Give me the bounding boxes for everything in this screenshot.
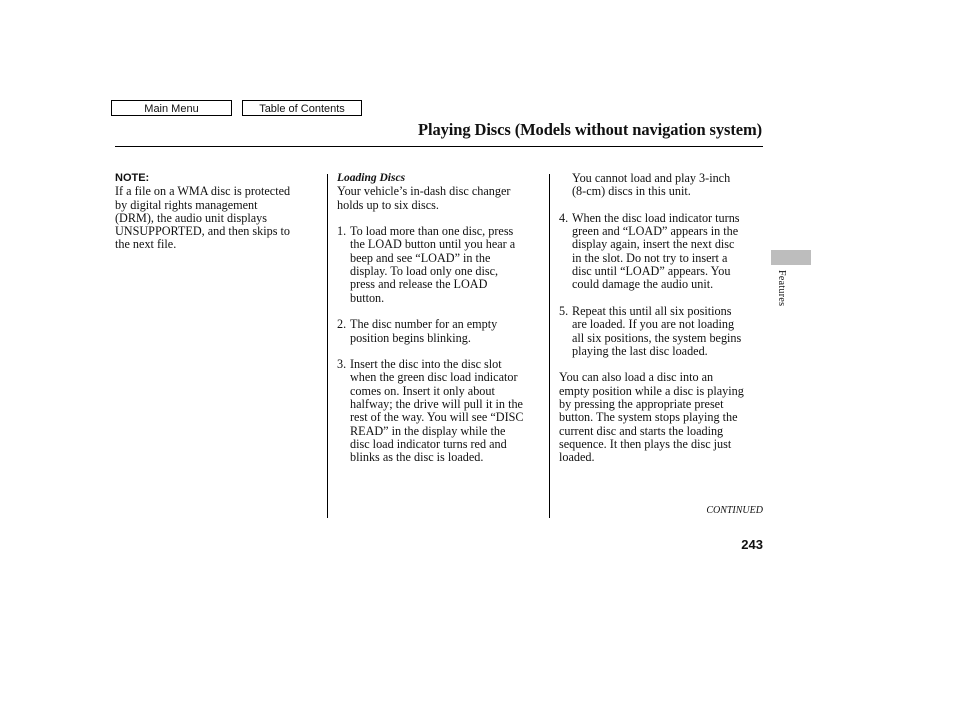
text-line: when the green disc load indicator [350, 370, 518, 385]
list-item [337, 225, 547, 305]
text-line: Your vehicle’s in-dash disc changer [337, 184, 511, 199]
section-tab-label: Features [776, 270, 787, 307]
note-line: UNSUPPORTED, and then skips to [115, 224, 290, 239]
column-divider [327, 174, 328, 518]
text-line: button. [350, 290, 385, 305]
note-column [115, 172, 320, 252]
note-line: the next file. [115, 237, 177, 252]
text-line: rest of the way. You will see “DISC [350, 410, 524, 425]
column-divider [549, 174, 550, 518]
text-line: blinks as the disc is loaded. [350, 450, 484, 465]
step-number: 2. [337, 317, 347, 332]
section-tab [771, 250, 811, 265]
text-line: current disc and starts the loading [559, 423, 724, 438]
list-item [337, 358, 547, 464]
text-line: could damage the audio unit. [572, 277, 714, 292]
text-line: You can also load a disc into an [559, 370, 714, 385]
text-line: display again, insert the next disc [572, 237, 735, 252]
text-line: the LOAD button until you hear a [350, 237, 516, 252]
text-line: Insert the disc into the disc slot [350, 357, 502, 372]
text-line: in the slot. Do not try to insert a [572, 250, 728, 265]
page-number: 243 [741, 537, 763, 552]
text-line: empty position while a disc is playing [559, 383, 744, 398]
text-line: disc load indicator turns red and [350, 436, 507, 451]
text-line: loaded. [559, 450, 595, 465]
text-line: holds up to six discs. [337, 197, 439, 212]
text-line: When the disc load indicator turns [572, 210, 740, 225]
note-label: NOTE: [115, 172, 150, 184]
text-line: halfway; the drive will pull it in the [350, 397, 523, 412]
text-line: playing the last disc loaded. [572, 343, 708, 358]
text-line: display. To load only one disc, [350, 264, 499, 279]
note-line: If a file on a WMA disc is protected [115, 184, 291, 199]
page-title: Playing Discs (Models without navigation system) [418, 120, 762, 139]
note-line: (DRM), the audio unit displays [115, 210, 267, 225]
step-number: 5. [559, 303, 569, 318]
subheading: Loading Discs [337, 172, 406, 184]
note-line: by digital rights management [115, 197, 258, 212]
title-rule [115, 146, 763, 147]
text-line: green and “LOAD” appears in the [572, 224, 739, 239]
step-number: 1. [337, 224, 347, 239]
continued-label: CONTINUED [706, 505, 763, 516]
text-line: READ” in the display while the [350, 423, 506, 438]
text-line: (8-cm) discs in this unit. [572, 184, 691, 199]
text-line: disc until “LOAD” appears. You [572, 264, 731, 279]
loading-discs-column [337, 172, 547, 465]
step-number: 3. [337, 357, 347, 372]
text-line: You cannot load and play 3-inch [572, 171, 731, 185]
text-line: To load more than one disc, press [350, 224, 514, 239]
text-line: press and release the LOAD [350, 277, 488, 292]
step-number: 4. [559, 210, 569, 225]
text-line: sequence. It then plays the disc just [559, 436, 732, 451]
text-line: position begins blinking. [350, 330, 471, 345]
continued-column [559, 172, 764, 465]
text-line: comes on. Insert it only about [350, 383, 495, 398]
text-line: button. The system stops playing the [559, 410, 738, 425]
list-item [559, 305, 764, 358]
text-line: all six positions, the system begins [572, 330, 742, 345]
text-line: beep and see “LOAD” in the [350, 250, 491, 265]
list-item [337, 318, 547, 345]
table-of-contents-button[interactable]: Table of Contents [242, 100, 362, 116]
text-line: Repeat this until all six positions [572, 303, 732, 318]
list-item [559, 212, 764, 292]
text-line: The disc number for an empty [350, 317, 498, 332]
main-menu-button[interactable]: Main Menu [111, 100, 232, 116]
text-line: by pressing the appropriate preset [559, 397, 724, 412]
text-line: are loaded. If you are not loading [572, 317, 735, 332]
